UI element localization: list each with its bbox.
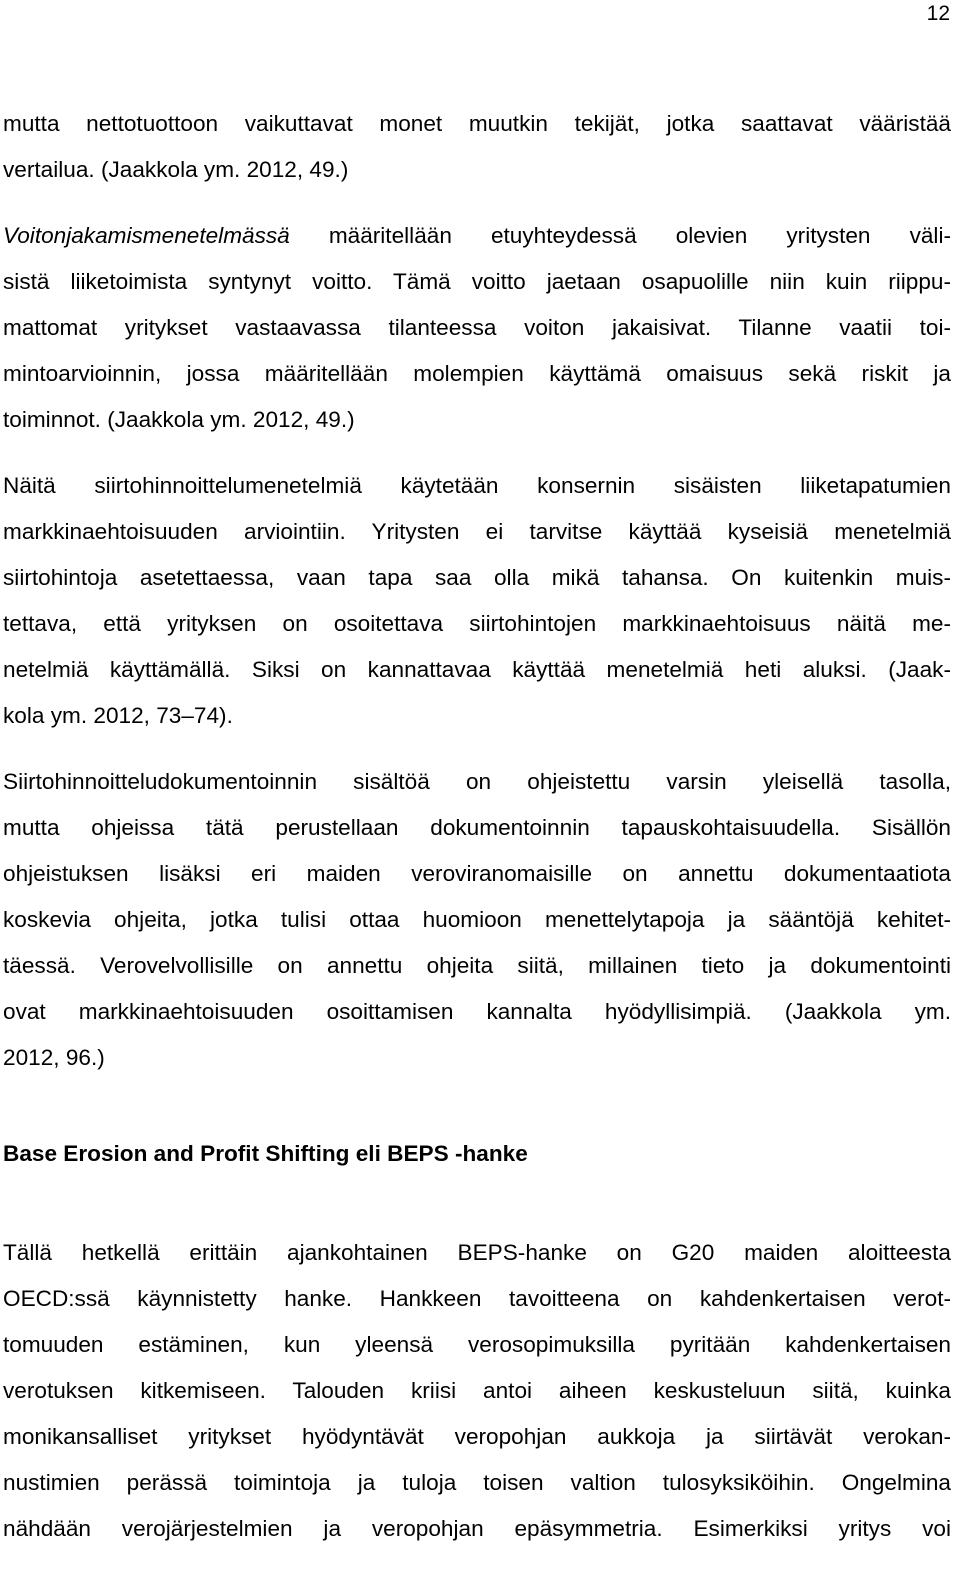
- paragraph-line: tomuuden estäminen, kun yleensä verosopimuksilla pyritään kahdenkertaisen: [3, 1332, 951, 1357]
- paragraph-5: [3, 1230, 951, 1552]
- paragraph-1: [3, 101, 951, 193]
- paragraph-line: markkinaehtoisuuden arviointiin. Yritysten ei tarvitse käyttää kyseisiä menetelmiä: [3, 519, 951, 544]
- paragraph-line: mutta ohjeissa tätä perustellaan dokumentoinnin tapauskohtaisuudella. Sisällön: [3, 815, 951, 840]
- paragraph-line: verotuksen kitkemiseen. Talouden kriisi antoi aiheen keskusteluun siitä, kuinka: [3, 1378, 951, 1403]
- italic-term: Voitonjakamismenetelmässä: [3, 223, 290, 248]
- paragraph-line: mutta nettotuottoon vaikuttavat monet muutkin tekijät, jotka saattavat vääristää: [3, 111, 951, 136]
- paragraph-line: sistä liiketoimista syntynyt voitto. Tämä voitto jaetaan osapuolille niin kuin riippu-: [3, 269, 951, 294]
- paragraph-line: vertailua. (Jaakkola ym. 2012, 49.): [3, 157, 349, 182]
- paragraph-3: [3, 463, 951, 739]
- paragraph-line: mintoarvioinnin, jossa määritellään molempien käyttämä omaisuus sekä riskit ja: [3, 361, 951, 386]
- paragraph-line: nähdään verojärjestelmien ja veropohjan epäsymmetria. Esimerkiksi yritys voi: [3, 1516, 951, 1541]
- paragraph-line: tettava, että yrityksen on osoitettava siirtohintojen markkinaehtoisuus näitä me-: [3, 611, 951, 636]
- paragraph-line: mattomat yritykset vastaavassa tilanteessa voiton jakaisivat. Tilanne vaatii toi-: [3, 315, 951, 340]
- paragraph-2: [3, 213, 951, 443]
- paragraph-line: Näitä siirtohinnoittelumenetelmiä käytetään konsernin sisäisten liiketapatumien: [3, 473, 951, 498]
- paragraph-line: ovat markkinaehtoisuuden osoittamisen kannalta hyödyllisimpiä. (Jaakkola ym.: [3, 999, 951, 1024]
- paragraph-4: [3, 759, 951, 1081]
- paragraph-line: 2012, 96.): [3, 1045, 105, 1070]
- paragraph-line: kola ym. 2012, 73–74).: [3, 703, 233, 728]
- paragraph-line: OECD:ssä käynnistetty hanke. Hankkeen tavoitteena on kahdenkertaisen verot-: [3, 1286, 951, 1311]
- paragraph-line: ohjeistuksen lisäksi eri maiden veroviranomaisille on annettu dokumentaatiota: [3, 861, 951, 886]
- paragraph-line: siirtohintoja asetettaessa, vaan tapa saa olla mikä tahansa. On kuitenkin muis-: [3, 565, 951, 590]
- paragraph-line: netelmiä käyttämällä. Siksi on kannattavaa käyttää menetelmiä heti aluksi. (Jaak-: [3, 657, 951, 682]
- page-number: 12: [926, 2, 950, 25]
- paragraph-line: monikansalliset yritykset hyödyntävät veropohjan aukkoja ja siirtävät verokan-: [3, 1424, 951, 1449]
- section-heading: Base Erosion and Profit Shifting eli BEPS -hanke: [3, 1141, 528, 1166]
- paragraph-line: nustimien perässä toimintoja ja tuloja toisen valtion tulosyksiköihin. Ongelmina: [3, 1470, 951, 1495]
- paragraph-line-rest: määritellään etuyhteydessä olevien yritysten väli-: [289, 223, 951, 248]
- paragraph-line: Tällä hetkellä erittäin ajankohtainen BEPS-hanke on G20 maiden aloitteesta: [3, 1240, 951, 1265]
- paragraph-line: [3, 213, 951, 259]
- paragraph-line: täessä. Verovelvollisille on annettu ohjeita siitä, millainen tieto ja dokumentointi: [3, 953, 951, 978]
- paragraph-line: Siirtohinnoitteludokumentoinnin sisältöä on ohjeistettu varsin yleisellä tasolla,: [3, 769, 951, 794]
- paragraph-line: toiminnot. (Jaakkola ym. 2012, 49.): [3, 407, 355, 432]
- document-body: [3, 101, 951, 1552]
- paragraph-line: koskevia ohjeita, jotka tulisi ottaa huomioon menettelytapoja ja sääntöjä kehitet-: [3, 907, 951, 932]
